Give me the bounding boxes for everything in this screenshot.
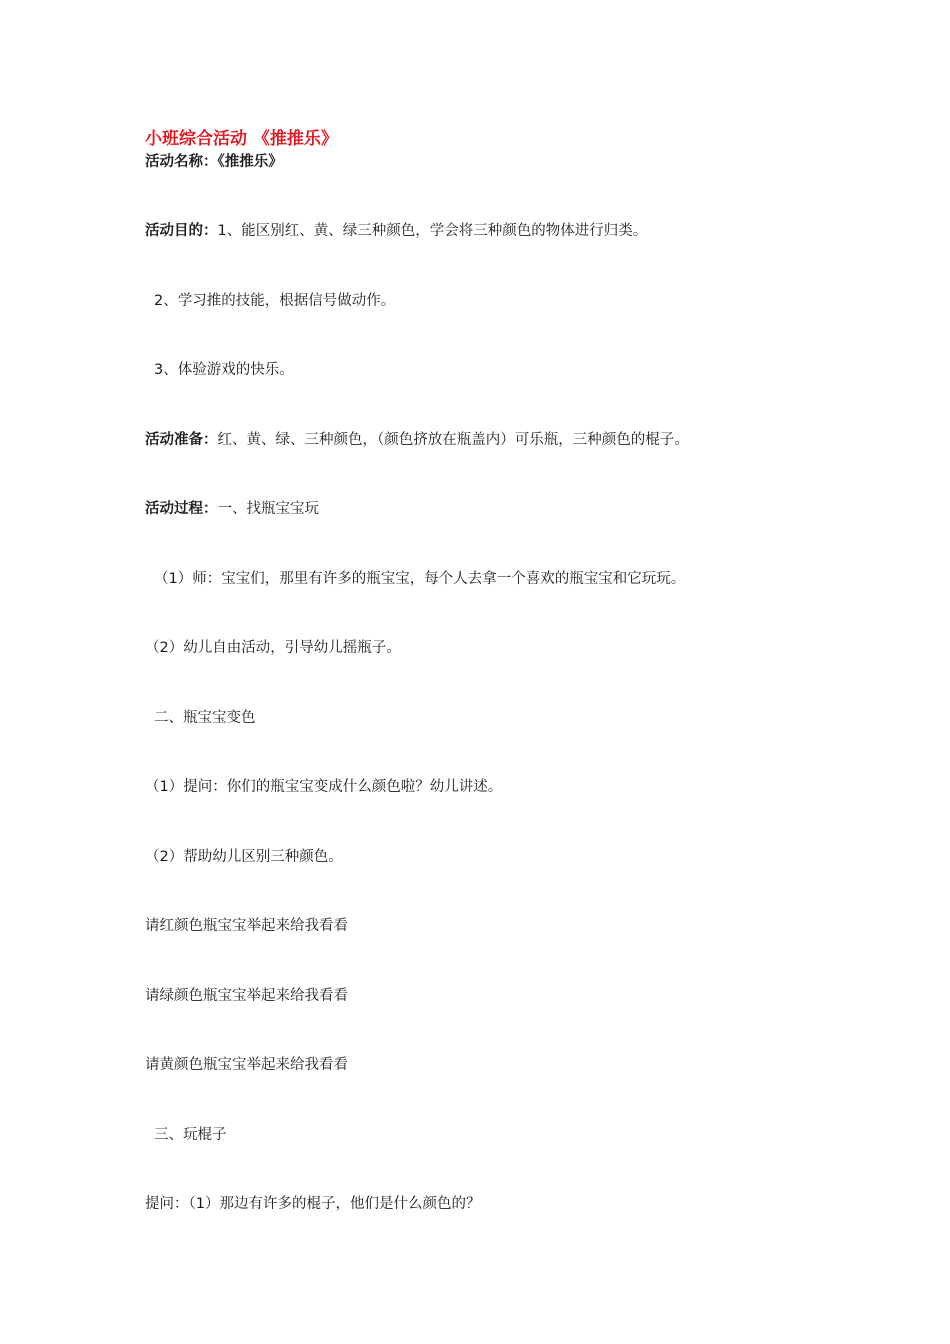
activity-goal-label: 活动目的： xyxy=(145,223,218,239)
activity-prep-text: 红、黄、绿、三种颜色，（颜色挤放在瓶盖内）可乐瓶，三种颜色的棍子。 xyxy=(217,432,689,448)
step-2-item-5: 请黄颜色瓶宝宝举起来给我看看 xyxy=(145,1057,348,1073)
activity-process-line xyxy=(145,499,319,519)
activity-goal-1: 1、能区别红、黄、绿三种颜色，学会将三种颜色的物体进行归类。 xyxy=(217,223,648,239)
activity-goal-line xyxy=(145,221,647,241)
activity-name-value: 《推推乐》 xyxy=(217,154,283,170)
process-step-2: 二、瓶宝宝变色 xyxy=(154,710,256,726)
step-2-item-2: （2）帮助幼儿区别三种颜色。 xyxy=(145,849,343,865)
activity-goal-3: 3、体验游戏的快乐。 xyxy=(154,362,294,378)
document-title: 小班综合活动 《推推乐》 xyxy=(145,129,338,149)
process-step-3: 三、玩棍子 xyxy=(154,1127,227,1143)
step-1-item-2: （2）幼儿自由活动，引导幼儿摇瓶子。 xyxy=(145,640,401,656)
activity-prep-line xyxy=(145,430,689,450)
step-1-item-1: （1）师：宝宝们，那里有许多的瓶宝宝，每个人去拿一个喜欢的瓶宝宝和它玩玩。 xyxy=(154,571,686,587)
activity-name-line xyxy=(145,152,283,172)
step-2-item-1: （1）提问：你们的瓶宝宝变成什么颜色啦？幼儿讲述。 xyxy=(145,779,503,795)
activity-name-label: 活动名称： xyxy=(145,154,218,170)
activity-prep-label: 活动准备： xyxy=(145,432,218,448)
process-step-1: 一、找瓶宝宝玩 xyxy=(217,501,319,517)
step-2-item-3: 请红颜色瓶宝宝举起来给我看看 xyxy=(145,918,348,934)
activity-goal-2: 2、学习推的技能，根据信号做动作。 xyxy=(154,293,396,309)
activity-process-label: 活动过程： xyxy=(145,501,218,517)
step-2-item-4: 请绿颜色瓶宝宝举起来给我看看 xyxy=(145,988,348,1004)
step-3-item-1: 提问：（1）那边有许多的棍子，他们是什么颜色的？ xyxy=(145,1196,481,1212)
